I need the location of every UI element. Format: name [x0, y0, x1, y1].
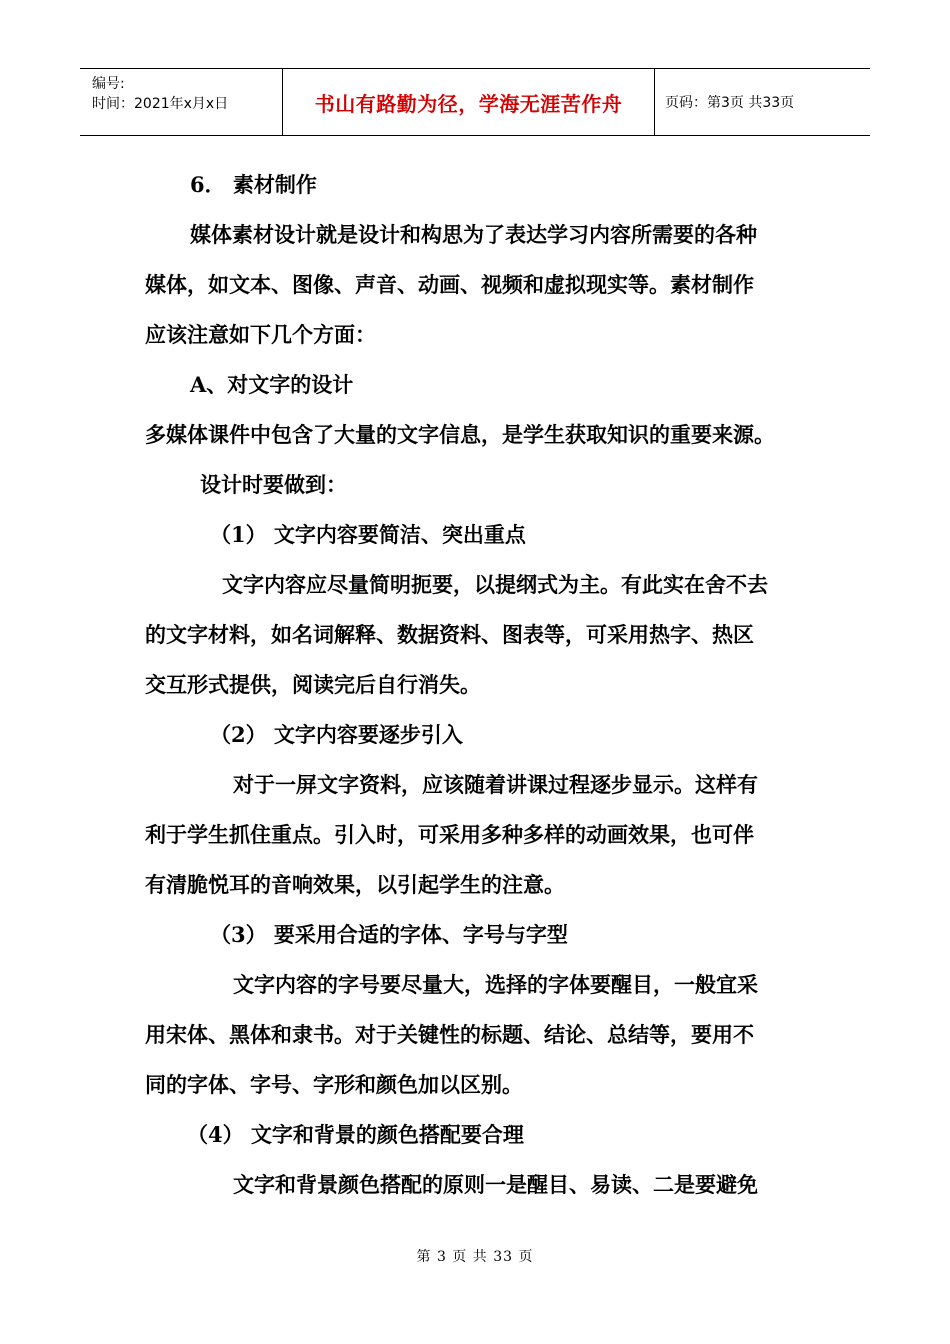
paragraph-line: 有清脆悦耳的音响效果，以引起学生的注意。: [145, 872, 565, 897]
header-meta: [80, 69, 282, 135]
paragraph-line: 对于一屏文字资料，应该随着讲课过程逐步显示。这样有: [233, 772, 758, 797]
paragraph-line: 多媒体课件中包含了大量的文字信息，是学生获取知识的重要来源。: [145, 422, 775, 447]
paragraph-line: 利于学生抓住重点。引入时，可采用多种多样的动画效果，也可伴: [145, 822, 754, 847]
paragraph-line: 设计时要做到：: [200, 472, 347, 497]
document-time-label: 时间：2021年x月x日: [92, 96, 229, 112]
page-footer: 第 3 页 共 33 页: [416, 1249, 534, 1265]
paragraph-line: 文字和背景颜色搭配的原则一是醒目、易读、二是要避免: [233, 1172, 758, 1197]
paragraph-line: 同的字体、字号、字形和颜色加以区别。: [145, 1072, 523, 1097]
paragraph-line: 媒体，如文本、图像、声音、动画、视频和虚拟现实等。素材制作: [145, 272, 754, 297]
paragraph-line: 交互形式提供，阅读完后自行消失。: [145, 672, 481, 697]
paragraph-line: 文字内容应尽量简明扼要，以提纲式为主。有此实在舍不去: [222, 572, 768, 597]
document-number-label: 编号:: [92, 76, 125, 92]
paragraph-line: 应该注意如下几个方面：: [145, 322, 376, 347]
section-heading: 6． 素材制作: [190, 172, 317, 197]
subsection-heading: A、对文字的设计: [190, 372, 354, 397]
page-header: [80, 68, 870, 136]
header-page-info: 页码：第3页 共33页: [665, 95, 795, 111]
header-motto: 书山有路勤为径，学海无涯苦作舟: [282, 69, 655, 135]
paragraph-line: 用宋体、黑体和隶书。对于关键性的标题、结论、总结等，要用不: [145, 1022, 754, 1047]
list-item-heading: （1） 文字内容要简洁、突出重点: [210, 522, 526, 547]
paragraph-line: 文字内容的字号要尽量大，选择的字体要醒目，一般宜采: [233, 972, 758, 997]
list-item-heading: （3） 要采用合适的字体、字号与字型: [210, 922, 568, 947]
list-item-heading: （4） 文字和背景的颜色搭配要合理: [187, 1122, 524, 1147]
paragraph-line: 的文字材料，如名词解释、数据资料、图表等，可采用热字、热区: [145, 622, 754, 647]
paragraph-line: 媒体素材设计就是设计和构思为了表达学习内容所需要的各种: [190, 222, 757, 247]
list-item-heading: （2） 文字内容要逐步引入: [210, 722, 463, 747]
